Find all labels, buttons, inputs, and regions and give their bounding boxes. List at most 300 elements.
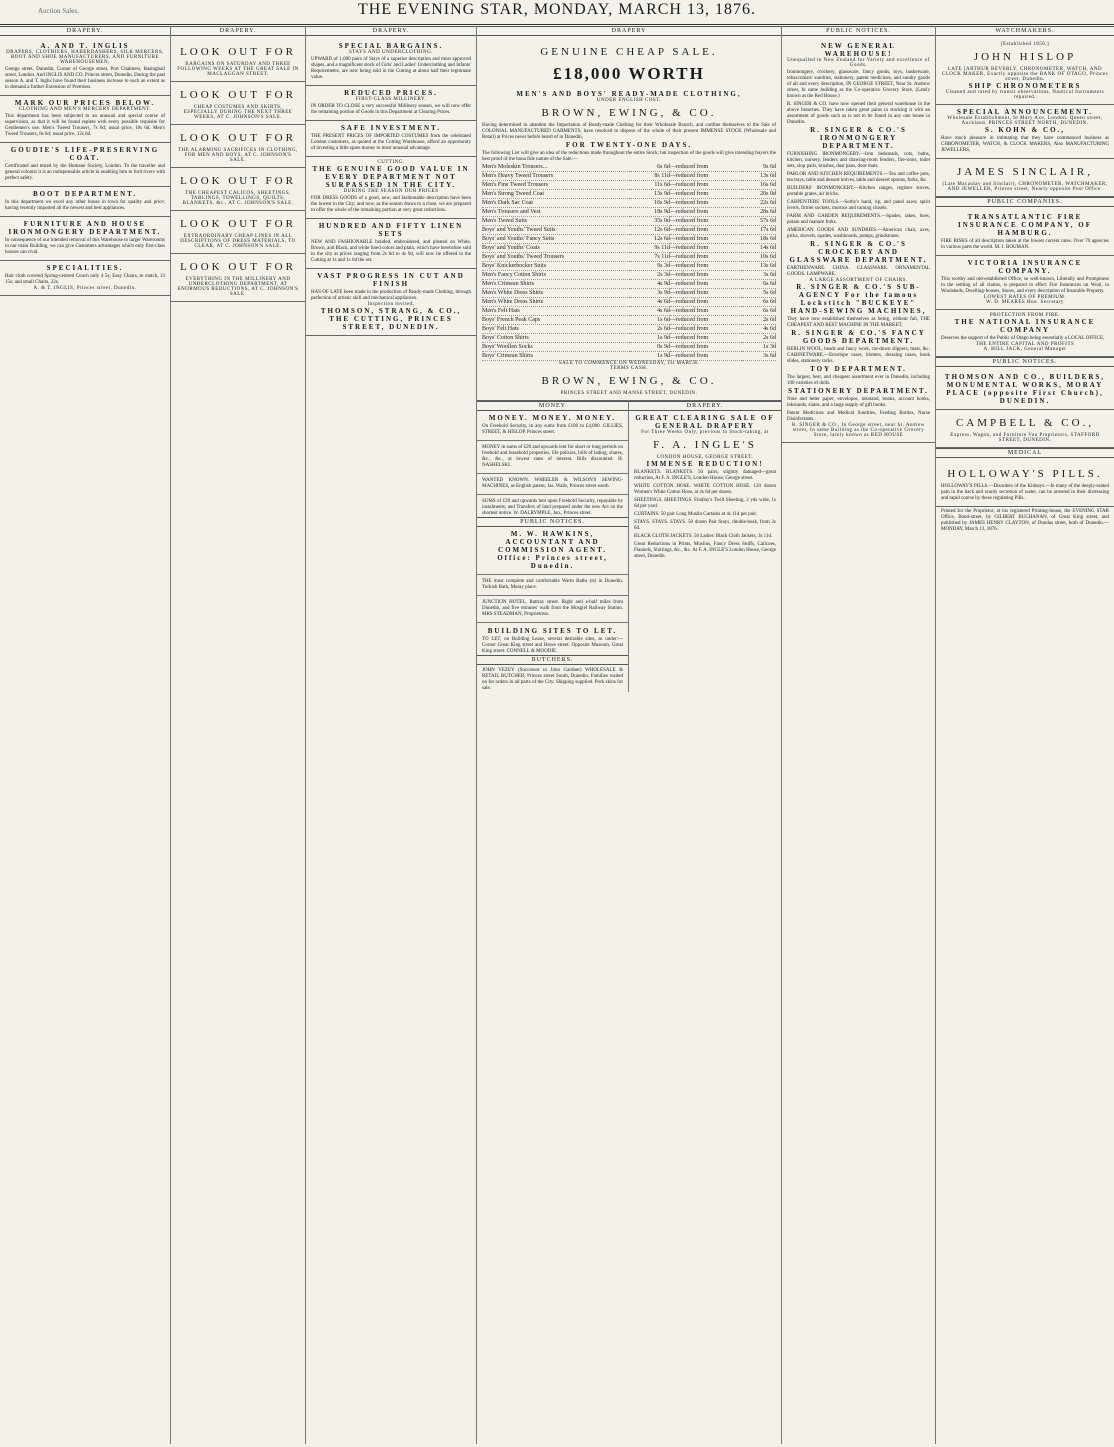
lower-right (629, 401, 781, 692)
building-body: TO LET, on Building Lease, several desirable sites, as under:— Corner Great King street and Howe street. Opposite Museum, Great King street. CONNELL & MOODIE. (482, 637, 623, 654)
price-item: Men's Fancy Cotton Shirts (482, 271, 630, 280)
price-was: 16s 6d (742, 181, 776, 190)
price-item: Boys' Woollen Socks (482, 343, 630, 352)
column-6-heading: WATCHMAKERS. (936, 26, 1114, 36)
price-item: Boys' and Youths' Tweed Trousers (482, 253, 630, 262)
price-reduced-label: —reduced from (670, 208, 742, 217)
price-was: 6s 6d (742, 307, 776, 316)
transatlantic-ad (936, 210, 1114, 256)
price-item: Men's Fine Tweed Trousers (482, 181, 630, 190)
garden-body: FARM AND GARDEN REQUIREMENTS.—Spades, rakes, hoes, potato and manure forks. (787, 214, 930, 225)
cotton-hose-item: WHITE COTTON HOSE. WHITE COTTON HOSE. 120 dozen Women's White Cotton Hose, at 4s 6d per dozen. (634, 484, 776, 495)
price-reduced-label: —reduced from (670, 343, 742, 352)
price-row (482, 181, 776, 190)
price-row (482, 208, 776, 217)
millinery-heading: FIRST-CLASS MILLINERY. (355, 97, 427, 102)
cutting-label: CUTTING. (377, 160, 405, 165)
price-item: Men's Strong Tweed Coat (482, 190, 630, 199)
price-was: 13s 6d (742, 172, 776, 181)
price-reduced-label: —reduced from (670, 325, 742, 334)
chairs-line: A LARGE ASSORTMENT OF CHAIRS. (809, 278, 908, 283)
hawkins-ad: M. W. HAWKINS, ACCOUNTANT AND COMMISSION AGENT. Office: Princes street, Dunedin. (497, 530, 608, 570)
lookout-ad-3 (171, 125, 305, 168)
price-now: 1s 6d (630, 316, 670, 325)
lookout-ad-5 (171, 211, 305, 254)
holloway-ad (936, 461, 1114, 507)
medical-heading: MEDICAL (936, 448, 1114, 458)
price-item: Boys' and Youths' Coats (482, 244, 630, 253)
building-title: BUILDING SITES TO LET. (487, 627, 618, 635)
agency-body: They have now established themselves as being, without fail, THE CHEAPEST AND BEST MACHINE IN THE MARKET, (787, 317, 930, 328)
progress-body: HAS OF LATE been made in the production of Ready-made Clothing, through perfection of artistic skill and mechanical appliances. (311, 290, 471, 301)
price-was: 3s 6d (742, 271, 776, 280)
money-2-body: MONEY in sums of £20 and upwards lent for short or long periods on freehold and leasehold properties, life policies, bills of lading, shares, &c., &c., at lowest rates of interest. Bills discounted. H. NASHELSKI. (482, 445, 623, 468)
price-item: Boys' Knickerbocker Suits (482, 262, 630, 271)
stationery-body: Note and letter paper, envelopes, inkstand, books, account books, inkstands, slates, and a large supply of gift books. (787, 397, 930, 408)
price-was: 6s 6d (742, 280, 776, 289)
thomson-co-ad (936, 370, 1114, 410)
price-row (482, 271, 776, 280)
ironmongery-title: R. SINGER & CO.'S IRONMONGERY DEPARTMENT. (810, 126, 907, 150)
price-now: 8s 11d (630, 172, 670, 181)
lookout-ad-3-body: THE ALARMING SACRIFICES IN CLOTHING, FOR MEN AND BOYS, AT C. JOHNSON'S SALE. (178, 148, 298, 163)
price-item: Men's Trousers and Vest (482, 208, 630, 217)
hislop-body: LATE [ARTHUR BEVERLY, CHRONOMETER, WATCH, AND CLOCK MAKER, Exactly opposite the BANK OF OTAGO, Princes street, Dunedin. (941, 67, 1109, 82)
lookout-ad-4 (171, 168, 305, 211)
special-body: Wholesale Establishment, St Mary Axe, London. Queen street, Auckland. PRINCES STREET NORTH, DUNEDIN. (947, 116, 1103, 126)
hislop-name: JOHN HISLOP (973, 51, 1077, 63)
price-was: 3s 6d (742, 352, 776, 361)
price-reduced-label: —reduced from (670, 253, 742, 262)
price-reduced-label: —reduced from (670, 181, 742, 190)
price-now: 9s 3d (630, 262, 670, 271)
price-reduced-label: —reduced from (670, 190, 742, 199)
london-house: LONDON HOUSE, GEORGE STREET. (656, 455, 754, 460)
price-row (482, 352, 776, 361)
holloway-body: HOLLOWAY'S PILLS.—Disorders of the Kidneys.—In many of the deeply-seated pain in the back and scanty secretion of water, can be arrested in their distressing and rapid course by these regulating Pills. (941, 484, 1109, 501)
toy-body: The largest, best, and cheapest assortment ever in Dunedin, including 100 varieties of dolls. (787, 375, 930, 386)
boot-ad-body: In this department we excel any other house in town for quality and price; having recently imported all the newest and best appliances. (5, 200, 165, 211)
price-reduced-label: —reduced from (670, 244, 742, 253)
specialities-ad-title: SPECIALITIES. (46, 264, 124, 272)
price-now: 2s 3d (630, 271, 670, 280)
price-row (482, 253, 776, 262)
inglis-ad-title: A. AND T. INGLIS (40, 42, 130, 50)
price-reduced-label: —reduced from (670, 199, 742, 208)
brown-ewing-name: BROWN, EWING, & CO. (541, 107, 717, 119)
separator (477, 494, 628, 495)
price-was: 18s 6d (742, 235, 776, 244)
masthead-left-label: Auction Sales. (38, 7, 79, 15)
price-item: Boys' French Peak Caps (482, 316, 630, 325)
brown-ewing-intro: Having determined to abandon the Importation of Ready-made Clothing for their Wholesale Branch, and confine themselves to the Sale of COLONIAL MANUFACTURED GARMENTS, have resolved to dispose of the whole of their present IMMENSE STOCK (Wholesale and Retail) at Prices never before heard of in Dunedin, (482, 123, 776, 140)
price-list-body (482, 163, 776, 361)
brown-ewing-footer-name: BROWN, EWING, & CO. (541, 375, 717, 387)
column-4 (477, 26, 782, 1444)
baths-ad: THE most complete and comfortable Warm Baths (ts) in Dunedin. Turkish Bath, Moray place. (482, 579, 623, 590)
thomson-strang-signature: THOMSON, STRANG, & CO., THE CUTTING, PRINCES STREET, DUNEDIN. (320, 307, 462, 331)
price-was: 4s 6d (742, 325, 776, 334)
price-item: Boys' Crimean Shirts (482, 352, 630, 361)
protection-title: PROTECTION FROM FIRE. (989, 313, 1061, 318)
masthead (0, 0, 1114, 25)
crockery-body: EARTHENWARE. CHINA. GLASSWARE. ORNAMENTAL GOODS. LAMPWARE. (787, 266, 930, 277)
price-now: 16s 9d (630, 199, 670, 208)
price-row (482, 172, 776, 181)
special-bargains-title: SPECIAL BARGAINS. (338, 42, 444, 50)
price-now: 3s 9d (630, 289, 670, 298)
ironmongery-body: FURNISHING IRONMONGERY.—Iron bedsteads, cots, baths, kitchen, nursery, fenders and drawing-room fenders, fire-irons, toilet sets, slop pails, brushes, dust pans, door mats. (787, 152, 930, 169)
inspection-invited: Inspection invited. (367, 302, 415, 307)
brown-ewing-address: PRINCES STREET AND MANSE STREET, DUNEDIN. (560, 391, 698, 396)
price-now: 12s 6d (630, 226, 670, 235)
price-item: Men's Dark Sac Coat (482, 199, 630, 208)
inglis-ad (0, 39, 170, 96)
column-6 (936, 26, 1114, 1444)
carpenters-body: CARPENTERS' TOOLS.—Sorby's hand, rip, and panel saws; spirit levels, firmer sockets, mortice and turning chisels. (787, 200, 930, 211)
separator (477, 595, 628, 596)
warehouse-sub: Unequalled in New Zealand for Variety and excellence of Goods. (787, 58, 930, 68)
price-row (482, 190, 776, 199)
price-now: 6s 6d (630, 163, 670, 172)
price-now: 2s 6d (630, 325, 670, 334)
price-item: Men's Crimean Shirts (482, 280, 630, 289)
list-intro: The following List will give an idea of the reductions made throughout the entire Stock; but inspection of the goods will give intending buyers the best proof of the bona fide nature of the Sale:— (482, 151, 776, 162)
clearing-sale-sub: For Three Weeks Only, previous to Stock-taking, at (641, 430, 769, 435)
price-was: 2s 6d (742, 334, 776, 343)
stationery-title: STATIONERY DEPARTMENT. (788, 387, 929, 395)
junction-ad: JUNCTION HOTEL, Rattray street. Right and a-half miles from Dunedin, and five minutes' walk from the Mosgiel Railway Station. MRS STEADMAN, Proprietress. (482, 600, 623, 617)
price-row (482, 316, 776, 325)
special-bargains-ad (306, 39, 476, 86)
inglis-ad-subtitle: DRAPERS, CLOTHIERS, HABERDASHERS, SILK MERCERS, BOOT AND SHOE MANUFACTURERS, AND FURNITURE WAREHOUSEMEN, (6, 50, 164, 65)
holloway-title: HOLLOWAY'S PILLS. (947, 468, 1103, 480)
kohn-ad (936, 105, 1114, 159)
linen-sets-title: HUNDRED AND FIFTY LINEN SETS (318, 222, 464, 238)
lookout-ad-6-title: LOOK OUT FOR (180, 261, 296, 273)
dress-goods-body: FOR DRESS GOODS of a good, new, and fashionable description have been the lowest in the City; and now, as the season draws to a close, we are prepared to offer the whole of the remaining portion at very great reductions. (311, 196, 471, 213)
butchers-heading: BUTCHERS. (477, 655, 628, 665)
toy-title: TOY DEPARTMENT. (810, 365, 907, 373)
price-reduced-label: —reduced from (670, 352, 742, 361)
price-row (482, 307, 776, 316)
reduced-prices-title: REDUCED PRICES. (344, 89, 438, 97)
price-item: Men's Heavy Tweed Trousers (482, 172, 630, 181)
price-item: Boys' and Youths' Tweed Suits (482, 226, 630, 235)
money-body: On Freehold Security, in any sums from £100 to £4,000. GILLIES, STREET, & HISLOP, Princes street. (482, 424, 623, 435)
boot-ad (0, 187, 170, 217)
builders-body: BUILDERS' IRONMONGERY.—Kitchen ranges, register stoves, portable grates, air bricks. (787, 186, 930, 197)
fancy-body: BERLIN WOOL, beads and fancy work, cut-down slippers, mats, &c. CABINETWARE.—Envelope cases, blotters, dressing cases, book slides, stationery racks. (787, 347, 930, 364)
price-row (482, 289, 776, 298)
column-4-heading: DRAPERY (477, 26, 781, 36)
price-item: Boys' and Youths' Fancy Suits (482, 235, 630, 244)
notices-heading: PUBLIC NOTICES. (936, 357, 1114, 367)
ship-title: SHIP CHRONOMETERS (968, 82, 1082, 90)
price-was: 1s 3d (742, 343, 776, 352)
national-body: Deserves the support of the Public of Otago being essentially a LOCAL OFFICE, (941, 336, 1105, 341)
american-body: AMERICAN GOODS AND SUNDRIES.—American chair, axes, picks, shovels, spades, washboards, pumps, grindstones. (787, 228, 930, 239)
national-ad (936, 310, 1114, 357)
price-was: 57s 6d (742, 217, 776, 226)
price-row (482, 325, 776, 334)
coat-ad-title: GOUDIE'S LIFE-PRESERVING COAT. (10, 146, 160, 162)
price-row (482, 262, 776, 271)
price-was: 22s 6d (742, 199, 776, 208)
stays-body: UPWARD of 1,000 pairs of Stays of a superior description and most approved shapes, and a magnificent stock of Girls' and Ladies' Underclothing and Infants' Requirements, are now being sold in the Cutting at about half their legitimate value. (311, 57, 471, 80)
price-reduced-label: —reduced from (670, 289, 742, 298)
transatlantic-title: TRANSATLANTIC FIRE INSURANCE COMPANY, OF HAMBURG. (958, 213, 1092, 237)
price-row (482, 235, 776, 244)
masthead-title: THE EVENING STAR, MONDAY, MARCH 13, 1876. (358, 1, 756, 18)
price-was: 13s 6d (742, 262, 776, 271)
price-now: 4s 9d (630, 280, 670, 289)
prices-ad-body: This department has been subjected to an unusual and special course of supervision, as that it will be found replete with every possible requisite for Gentlemen's use. Men's Tweed Trousers, 7s 6d; usual price, 10s 6d. Men's Tweed Trousers, 8s 6d; usual price, 12s 6d. (5, 114, 165, 137)
campbell-ad (936, 410, 1114, 448)
safe-investment-ad (306, 121, 476, 157)
price-was: 17s 6d (742, 226, 776, 235)
lookout-ad-5-title: LOOK OUT FOR (180, 218, 296, 230)
ship-body: Cleaned and rated by transit observations. Nautical Instruments repaired. (945, 90, 1105, 100)
singer-signature: R. SINGER & CO., In George street, near St. Andrew street, In same Building as the Co-operative Grocery Store, lately known as RED HOUSE (792, 423, 925, 438)
specialities-ad (0, 261, 170, 296)
price-reduced-label: —reduced from (670, 307, 742, 316)
prices-ad-subtitle: CLOTHING AND MEN'S MERCERY DEPARTMENT. (18, 107, 152, 112)
price-reduced-label: —reduced from (670, 271, 742, 280)
price-reduced-label: —reduced from (670, 226, 742, 235)
price-now: 4s 6d (630, 307, 670, 316)
stays-item: STAYS. STAYS. STAYS. 50 dozen Pair Stays, double-busk, from 2s 6d. (634, 520, 776, 531)
lookout-ad-4-title: LOOK OUT FOR (180, 175, 296, 187)
kohn-body: Have much pleasure in intimating that they have commenced business as CHRONOMETER, WATCH, & CLOCK MAKERS, Also MANUFACTURING JEWELLERS, (941, 136, 1109, 153)
price-now: 1s 9d (630, 334, 670, 343)
price-now: 9s 11d (630, 244, 670, 253)
coat-ad (0, 143, 170, 187)
price-item: Men's White Dress Shirts (482, 289, 630, 298)
price-now: 12s 6d (630, 235, 670, 244)
vezey-ad: JOHN VEZEY (Successor to John Gardner) WHOLESALE & RETAIL BUTCHER, Princes street South, Dunedin. Families waited on for orders in all parts of the City. Shipping supplied. Pork skins for sale. (482, 668, 623, 691)
price-reduced-label: —reduced from (670, 262, 742, 271)
price-row (482, 163, 776, 172)
lower-split (477, 401, 781, 692)
money-title: MONEY. MONEY. MONEY. (488, 414, 617, 422)
victoria-body: This worthy and old-established Office, so well-known, Liberally and Promptness in the settling of all claims, is prepared to effect Fire Insurances on Wool, in Woolsheds, Dwelling-houses, Stores, and every description of Insurable Property. (941, 277, 1109, 294)
thomson-co-title: THOMSON AND CO., BUILDERS, MONUMENTAL WORKS, MORAY PLACE (opposite First Church), DUNEDIN. (944, 373, 1106, 405)
price-was: 2s 6d (742, 316, 776, 325)
immense-reduction: IMMENSE REDUCTION! (646, 460, 764, 468)
kohn-name: S. KOHN & CO., (984, 126, 1066, 134)
singer-intro: R. SINGER & CO. have now opened their general warehouse in the above branches. They have taken great pains in stocking it with an assortment of goods such as is not to be found in any one house in Dunedin. (787, 102, 930, 125)
lookout-ad-2-body: CHEAP COSTUMES AND SKIRTS, ESPECIALLY DURING THE NEXT THREE WEEKS, AT C. JOHNSON'S SALE. (183, 105, 293, 120)
lookout-ad-2 (171, 82, 305, 125)
coat-ad-body: Certificated and tested by the Humane Society, London. To the traveller and general colonist it is an indispensable article in enabling him to ford rivers with perfect safety. (5, 164, 165, 181)
agency-title: R. SINGER & CO.'S SUB-AGENCY For the famous Lockstitch "BUCKEYE" HAND-SEWING MACHINES, (790, 283, 927, 315)
specialities-ad-body: Hair cloth covered Spring-centred Couch only 4 5s; Easy Chairs, to match, 13 15s; and small Chairs, 22s. (5, 274, 165, 285)
furniture-ad-title: FURNITURE AND HOUSE IRONMONGERY DEPARTMENT. (8, 220, 162, 236)
fancy-title: R. SINGER & CO.'S FANCY GOODS DEPARTMENT. (791, 329, 926, 345)
price-was: 9s 6d (742, 163, 776, 172)
price-reduced-label: —reduced from (670, 217, 742, 226)
linen-sets-body: NEW AND FASHIONABLE braided, embroidered, and pleated on White, Brown, and Black, and white lined colors and plain, which have heretofore sold in the city at prices ranging from 2s 6d to 4s 9d, will now be offered in the Cutting at 1s and 1s 6d the set. (311, 240, 471, 263)
special-title: SPECIAL ANNOUNCEMENT. (957, 108, 1093, 116)
lookout-ad-4-body: THE CHEAPEST CALICOS, SHEETINGS, TABLINGS, TOWELLINGS, QUILTS, BLANKETS, &c., AT C. JOHNSON'S SALE. (182, 191, 294, 206)
price-row (482, 217, 776, 226)
price-item: Men's Tweed Suits (482, 217, 630, 226)
price-reduced-label: —reduced from (670, 334, 742, 343)
price-item: Boys' Cotton Shirts (482, 334, 630, 343)
price-now: 18s 9d (630, 208, 670, 217)
sheetings-item: SHEETINGS. SHEETINGS. Findlay's Twill Sheeting, 2 yds wide, 1s 6d per yard. (634, 498, 776, 509)
sinclair-name: JAMES SINCLAIR, (956, 166, 1094, 178)
cutting-ad (306, 157, 476, 219)
money-heading: MONEY (477, 401, 628, 411)
profits-line: THE ENTIRE CAPITAL AND PROFITS (975, 342, 1075, 347)
campbell-body: Express, Wagon, and Furniture Van Proprietors, STAFFORD STREET, DUNEDIN. (950, 433, 1100, 443)
inglis-signature: A. & T. INGLIS, Princes street, Dunedin. (33, 286, 137, 291)
progress-title: VAST PROGRESS IN CUT AND FINISH (317, 272, 465, 288)
furniture-ad-body: In consequence of our intended removal of this Warehouse to larger Warerooms in our main Building, we can give Customers advantages which only first-class houses can rival. (5, 238, 165, 255)
blankets-item: BLANKETS. BLANKETS. 50 pairs, slightly damaged—great reduction, At F. A. INGLE'S, London House, George street. (634, 470, 776, 481)
price-row (482, 199, 776, 208)
victoria-title: VICTORIA INSURANCE COMPANY. (967, 259, 1083, 275)
price-now: 35s 0d (630, 217, 670, 226)
price-item: Men's White Dress Shirts (482, 298, 630, 307)
national-title: THE NATIONAL INSURANCE COMPANY (954, 318, 1096, 334)
column-2 (171, 26, 306, 1444)
price-was: 14s 6d (742, 244, 776, 253)
campbell-name: CAMPBELL & CO., (955, 417, 1095, 429)
column-3-heading: DRAPERY. (306, 26, 476, 36)
price-item: Men's Moleskin Trousers... (482, 163, 630, 172)
separator (477, 574, 628, 575)
warehouse-body: Ironmongery, crockery, glassware, fancy goods, toys, basketware, tobacconists' sundries, stationery, patent medicines, and sundry goods of all and every description, IN GEORGE STREET, Near St. Andrew street, In same building as the Co-operative Grocery Store, (Lately known as the Red House.) (787, 70, 930, 99)
fa-ingles-name: F. A. INGLE'S (653, 439, 757, 451)
price-reduced-label: —reduced from (670, 172, 742, 181)
hislop-ad (936, 39, 1114, 105)
imprint: Printed for the Proprietor, at his registered Printing-house, the EVENING STAR Office, Bond-street, by GILBERT BUCHANAN, of Great King street, and published by JAMES HENRY CLAYTON, of Dundas street, both of Dunedin.—MONDAY, March 13, 1876. (941, 509, 1109, 532)
linen-sets-ad (306, 219, 476, 269)
sinclair-ad (936, 159, 1114, 197)
price-reduced-label: —reduced from (670, 280, 742, 289)
lookout-ad-2-title: LOOK OUT FOR (180, 89, 296, 101)
price-row (482, 343, 776, 352)
transatlantic-body: FIRE RISKS of all description taken at the lowest current rates. Over 70 agencies in various parts the world. M. J. BOUMAN. (941, 239, 1109, 250)
twenty-one-days: FOR TWENTY-ONE DAYS. (565, 141, 693, 149)
furniture-ad (0, 217, 170, 261)
hill-signature: A. HILL JACK, General Manager (983, 347, 1067, 352)
column-5-heading: PUBLIC NOTICES. (782, 26, 935, 36)
terms-cash: TERMS CASH. (609, 366, 648, 371)
established-line: [Established 1856.] (1000, 42, 1050, 47)
lookout-ad-1-body: BARGAINS ON SATURDAY AND THREE FOLLOWING WEEKS AT THE GREAT SALE IN MACLAGGAN STREET. (177, 62, 299, 77)
sums-body: SUMS of £20 and upwards lent upon Freehold Security, repayable by instalments; and Transfers of land prepared under the new Act on the shortest notice. W. DALRYMPLE, Jun., Princes street. (482, 499, 623, 516)
price-reduced-label: —reduced from (670, 298, 742, 307)
price-list-table (482, 163, 776, 361)
reduced-prices-ad (306, 86, 476, 121)
progress-ad (306, 269, 476, 336)
price-now: 0s 9d (630, 343, 670, 352)
price-row (482, 226, 776, 235)
price-now: 7s 11d (630, 253, 670, 262)
lookout-ad-5-body: EXTRAORDINARY CHEAP LINES IN ALL DESCRIPTIONS OF DRESS MATERIALS, TO CLEAR, AT C. JOHNSON'S SALE. (180, 234, 296, 249)
reductions-item: Great Reductions in Prints, Muslins, Fancy Dress Stuffs, Calicoes, Flannels, Shirtings, &c., &c. At F. A. INGLE'S London House, George street, Dunedin. (634, 542, 776, 559)
separator (477, 622, 628, 623)
lookout-ad-3-title: LOOK OUT FOR (180, 132, 296, 144)
column-3 (306, 26, 477, 1444)
price-was: 28s 6d (742, 208, 776, 217)
price-was: 6s 6d (742, 298, 776, 307)
price-was: 10s 6d (742, 253, 776, 262)
brown-ewing-ad (477, 39, 781, 401)
worth-title: £18,000 WORTH (553, 64, 705, 83)
english-cost: UNDER ENGLISH COST. (596, 98, 662, 103)
column-5 (782, 26, 936, 1444)
inglis-ad-body: George street, Dunedin, Corner of George street, Port Chalmers, Basinghall street, London. And INGLIS AND CO. Princes street, Dunedin. During the past season A. and T. Inglis have found their business increase to such an extent as to demand a further Extension of Premises. (5, 67, 165, 90)
drapery-heading: DRAPERY. (629, 401, 781, 411)
column-1-heading: DRAPERY. (0, 26, 170, 36)
sinclair-body: (Late Macaulay and Sinclair), CHRONOMETER, WATCHMAKER, AND JEWELLER, Princes street, Nearly opposite Post Office. (942, 182, 1108, 192)
warehouse-title: NEW GENERAL WAREHOUSE! (821, 42, 896, 58)
meares-signature: W. D. MEARES Hon. Secretary (986, 300, 1064, 305)
price-reduced-label: —reduced from (670, 163, 742, 172)
column-1 (0, 26, 171, 1444)
prices-ad-title: MARK OUR PRICES BELOW. (14, 99, 156, 107)
lookout-ad-1 (171, 39, 305, 82)
stays-heading: STAYS AND UNDERCLOTHING. (348, 50, 434, 55)
millinery-body: IN ORDER TO CLOSE a very successful Millinery season, we will now offer the remaining portion of Goods in this Department at Clearing Prices. (311, 104, 471, 115)
safe-investment-body: THE PRESENT PRICES OF IMPORTED COSTUMES from the celebrated London customers, as quoted at the Cutting Warehouse, afford an opportunity of investing a little spare money to most unusual advantage. (311, 134, 471, 151)
crockery-title: R. SINGER & CO.'S CROCKERY AND GLASSWARE DEPARTMENT. (789, 240, 928, 264)
clearing-sale-title: GREAT CLEARING SALE OF GENERAL DRAPERY (635, 414, 775, 430)
safe-investment-title: SAFE INVESTMENT. (341, 124, 441, 132)
price-item: Men's Felt Hats (482, 307, 630, 316)
separator (477, 440, 628, 441)
price-now: 1s 9d (630, 352, 670, 361)
patent-body: Patent Medicines and Medical Sundries, Feeding Bottles, Nurse Disinfectants. (787, 411, 930, 422)
price-was: 5s 6d (742, 289, 776, 298)
prices-ad (0, 96, 170, 143)
parlor-body: PARLOR AND KITCHEN REQUIREMENTS.—Tea and coffee pots, tea trays, table and dessert knives, table and dessert spoons, forks, &c. (787, 172, 930, 183)
price-row (482, 280, 776, 289)
price-reduced-label: —reduced from (670, 316, 742, 325)
cheap-sale-title: GENUINE CHEAP SALE. (540, 46, 718, 58)
companies-heading: PUBLIC COMPANIES. (936, 197, 1114, 207)
column-2-heading: DRAPERY. (171, 26, 305, 36)
sale-commence: SALE TO COMMENCE ON WEDNESDAY, 1st MARCH. (558, 361, 700, 366)
boot-ad-title: BOOT DEPARTMENT. (32, 190, 138, 198)
lower-left (477, 401, 629, 692)
singer-ad (782, 39, 935, 443)
clothing-title: MEN'S AND BOYS' READY-MADE CLOTHING, (516, 90, 742, 98)
price-row (482, 244, 776, 253)
public-notices-heading: PUBLIC NOTICES. (477, 517, 628, 527)
jackets-item: BLACK CLOTH JACKETS. 50 Ladies' Black Cloth Jackets, 3s 11d. (634, 534, 773, 539)
season-heading: DURING THE SEASON OUR PRICES (343, 189, 439, 194)
lookout-ad-6-body: EVERYTHING IN THE MILLINERY AND UNDERCLOTHING DEPARTMENT, AT ENORMOUS REDUCTIONS, AT C. JOHNSON'S SALE. (177, 277, 299, 297)
price-now: 4s 6d (630, 298, 670, 307)
price-was: 20s 0d (742, 190, 776, 199)
price-now: 13s 9d (630, 190, 670, 199)
price-row (482, 298, 776, 307)
curtains-item: CURTAINS. 50 pair Long Muslin Curtains at 4s 11d per pair. (634, 512, 757, 517)
cutting-value-title: THE GENUINE GOOD VALUE IN EVERY DEPARTMENT NOT SURPASSED IN THE CITY. (312, 165, 470, 189)
victoria-ad (936, 256, 1114, 310)
lookout-ad-1-title: LOOK OUT FOR (180, 46, 296, 58)
lookout-ad-6 (171, 254, 305, 302)
price-now: 11s 6d (630, 181, 670, 190)
price-row (482, 334, 776, 343)
lowest-rates: LOWEST RATES OF PREMIUM. (983, 295, 1067, 300)
